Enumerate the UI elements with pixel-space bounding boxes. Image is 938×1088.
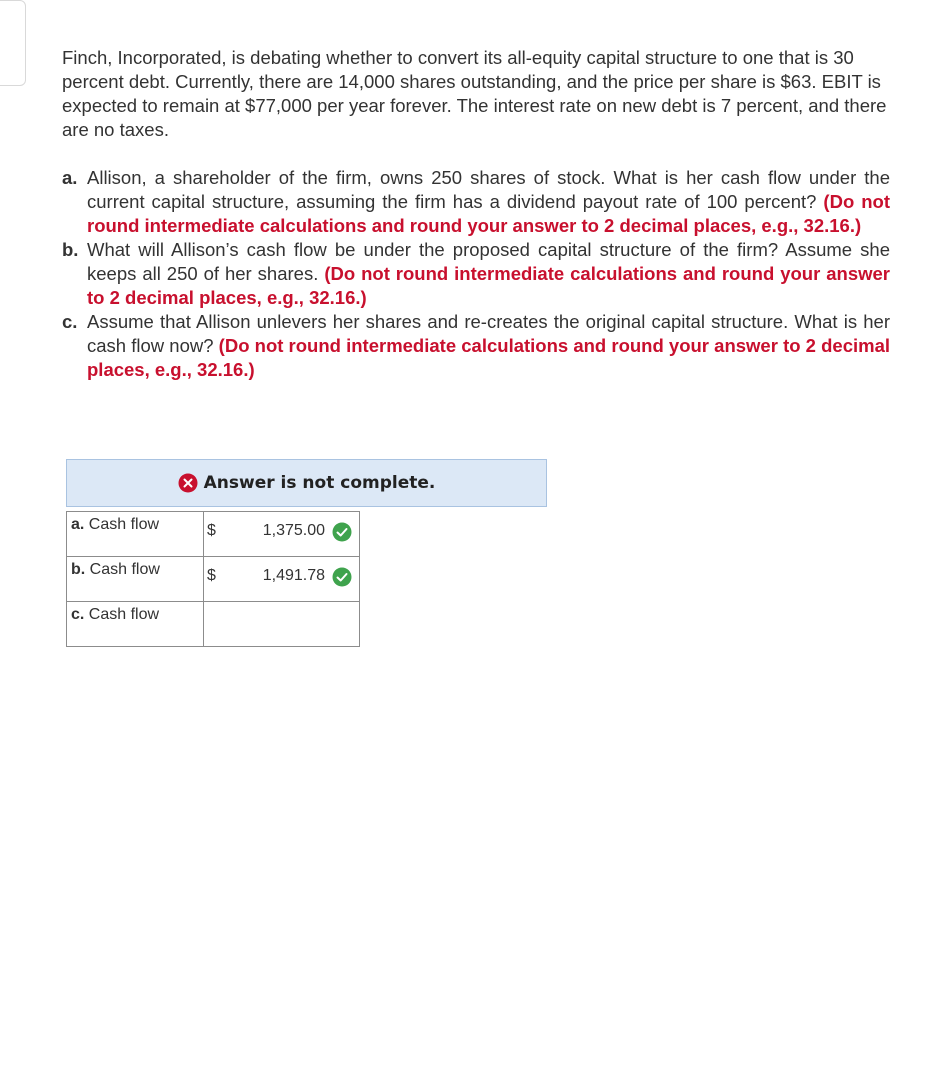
answer-input-a[interactable] bbox=[204, 512, 360, 557]
currency-symbol: $ bbox=[207, 522, 216, 539]
answer-table bbox=[66, 511, 360, 647]
question-part-a bbox=[62, 166, 890, 238]
currency-symbol: $ bbox=[207, 567, 216, 584]
part-letter: a. bbox=[62, 167, 78, 188]
table-row bbox=[67, 557, 360, 602]
table-row bbox=[67, 512, 360, 557]
part-text: What will Allison’s cash flow be under the proposed capital structure of the firm? Assume she keeps all 250 of her shares. bbox=[87, 239, 890, 284]
answer-input-b[interactable] bbox=[204, 557, 360, 602]
check-circle-icon bbox=[332, 522, 352, 542]
part-letter: b. bbox=[62, 239, 79, 260]
side-panel-tab[interactable] bbox=[0, 0, 26, 86]
problem-intro: Finch, Incorporated, is debating whether to convert its all-equity capital structure to one that is 30 percent debt. Currently, there are 14,000 shares outstanding, and the price per share is $63. EBIT is expected to remain at $77,000 per year forever. The interest rate on new debt is 7 percent, and there are no taxes. bbox=[62, 47, 887, 140]
row-label-text: Cash flow bbox=[88, 606, 160, 623]
row-label-text: Cash flow bbox=[88, 516, 160, 533]
row-letter: b. bbox=[71, 561, 86, 578]
rounding-instruction: (Do not round intermediate calculations and round your answer to 2 decimal places, e.g., 32.16.) bbox=[87, 335, 891, 380]
question-part-c bbox=[62, 310, 890, 382]
rounding-instruction: (Do not round intermediate calculations and round your answer to 2 decimal places, e.g., 32.16.) bbox=[87, 191, 890, 236]
question-parts bbox=[62, 166, 890, 382]
row-letter: a. bbox=[71, 516, 85, 533]
table-row bbox=[67, 602, 360, 647]
row-label bbox=[67, 557, 204, 602]
question-part-b bbox=[62, 238, 890, 310]
answer-value: 1,375.00 bbox=[262, 522, 325, 539]
row-letter: c. bbox=[71, 606, 85, 623]
check-circle-icon bbox=[332, 567, 352, 587]
row-label bbox=[67, 512, 204, 557]
row-label bbox=[67, 602, 204, 647]
part-text: Assume that Allison unlevers her shares and re-creates the original capital structure. What is her cash flow now? bbox=[87, 311, 890, 356]
x-circle-icon bbox=[178, 473, 198, 493]
rounding-instruction: (Do not round intermediate calculations and round your answer to 2 decimal places, e.g., 32.16.) bbox=[87, 263, 890, 308]
answer-value: 1,491.78 bbox=[262, 567, 325, 584]
answer-input-c[interactable] bbox=[204, 602, 360, 647]
row-label-text: Cash flow bbox=[89, 561, 160, 578]
answer-status-banner bbox=[66, 459, 547, 507]
part-letter: c. bbox=[62, 311, 78, 332]
problem-statement bbox=[62, 46, 890, 382]
part-text: Allison, a shareholder of the firm, owns 250 shares of stock. What is her cash flow under the current capital structure, assuming the firm has a dividend payout rate of 100 percent? bbox=[87, 167, 890, 212]
status-text: Answer is not complete. bbox=[203, 473, 436, 493]
